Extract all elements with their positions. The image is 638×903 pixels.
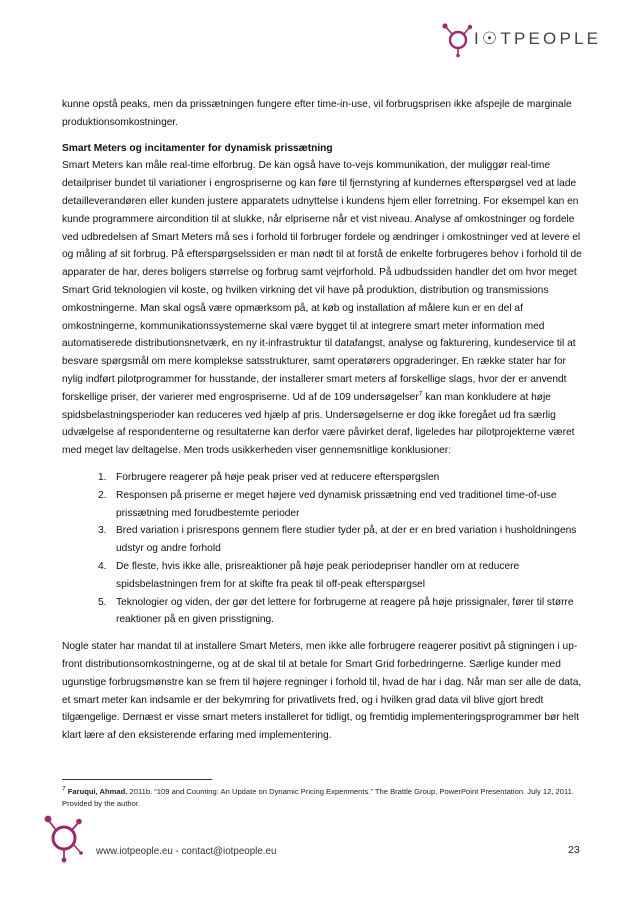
list-item-text: Forbrugere reagerer på høje peak priser ved at reducere efterspørgslen	[116, 471, 440, 483]
list-item-number: 2.	[98, 489, 107, 501]
iot-network-logo-icon	[440, 18, 476, 58]
paragraph-text-part-1: Smart Meters kan måle real-time elforbrug. De kan også have to-vejs kommunikation, der muliggør real-time detailpriser bundet til variationer i engrospriserne og kan føre til fjernstyring af kundernes efterspørgsel ved at lade detailleverandøren eller kunden justere apparatets udnyttelse i kundens hjem eller forretning. For eksempel kan en kunde programmere aircondition til at slukke, når elpriserne når et vist niveau. Analyse af omkostninger og fordele ved udbredelsen af Smart Meters må ses i forhold til forbruger fordele og ændringer i omkostninger ved at levere el og måling af sit forbrug. På efterspørgselssiden er man nødt til at forstå de enkelte forbrugeres behov i forhold til de apparater de har, deres boligers størrelse og forbrug samt vejrforhold. På udbudssiden handler det om hvor meget Smart Grid teknologien vil koste, og hvilken virkning det vil have på produktion, distribution og transmissions omkostningerne. Man skal også være opmærksom på, at køb og installation af målere kun er en del af omkostningerne, kommunikationssystemerne skal være bygget til at integrere smart meter information med automatiserede distributionsnetværk, en ny it-infrastruktur til datafangst, analyse og fakturering, kundeservice til at besvare spørgsmål om mere komplekse satsstrukturer, samt operatørers opgraderinger. En række stater har for nylig indført pilotprogrammer for husstande, der installerer smart meters af forskellige slags, hvor der er anvendt forskellige priser, der varierer med engrospriserne. Ud af de 109 undersøgelser	[62, 160, 582, 403]
list-item	[98, 594, 582, 630]
list-item	[98, 487, 582, 523]
footnote-reference[interactable]: 7	[418, 390, 423, 398]
list-item-text: Bred variation i prisrespons gennem flere studier tyder på, at der er en bred variation i husholdningens udstyr og andre forhold	[116, 525, 577, 555]
page-number: 23	[568, 844, 580, 856]
footnote-number: 7	[62, 785, 66, 793]
list-item-number: 5.	[98, 596, 107, 608]
footnote	[62, 786, 582, 810]
list-item-number: 1.	[98, 471, 107, 483]
iot-network-logo-icon	[44, 812, 84, 864]
list-item	[98, 469, 582, 487]
list-item	[98, 558, 582, 594]
list-item-text: Responsen på priserne er meget højere ved dynamisk prissætning end ved traditionel time-of-use prissætning med forudbestemte perioder	[116, 489, 557, 519]
footnote-text: 2011b. “109 and Counting: An Update on Dynamic Pricing Experiments.” The Brattle Group, PowerPoint Presentation. July 12, 2011. Provided by the author.	[62, 787, 574, 808]
section-heading: Smart Meters og incitamenter for dynamisk prissætning	[62, 142, 333, 154]
list-item-number: 3.	[98, 525, 107, 537]
findings-list	[62, 469, 582, 629]
footer-contact-links[interactable]: www.iotpeople.eu - contact@iotpeople.eu	[96, 846, 277, 857]
list-item	[98, 522, 582, 558]
list-item-number: 4.	[98, 560, 107, 572]
logo-wordmark: I☉TPEOPLE	[474, 29, 602, 48]
header-logo	[440, 18, 600, 58]
closing-paragraph: Nogle stater har mandat til at installere Smart Meters, men ikke alle forbrugere reagerer positivt på stigningen i up-front distributionsomkostningerne, og at de skal til at betale for Smart Grid forbedringerne. Særlige kunder med ugunstige forbrugsmønstre kan se frem til højere regninger i forhold til, hvad de har i dag. Når man ser alle de data, et smart meter kan indsamle er der bekymring for privatlivets fred, og i hvilken grad data vil blive gjort bredt tilgængelige. Dernæst er visse smart meters installeret for tidligt, og fremtidig implementeringsprogrammer bør helt klart lære af den eksisterende erfaring med implementering.	[62, 641, 582, 742]
footnote-author: Faruqui, Ahmad.	[67, 787, 128, 796]
footnote-divider	[62, 779, 212, 780]
paragraph-text-part-2: kan man konkludere at høje spidsbelastningsperioder kan reduceres ved hjælp af pris. Undersøgelserne er dog ikke foregået ud fra særlig udvælgelse af respondenterne og resultaterne kan derfor være påvirket deraf, ligeledes har pilotprojekterne været med meget lav deltagelse. Men trods usikkerheden viser gennemsnitlige konklusioner:	[62, 391, 575, 457]
document-body	[62, 96, 582, 745]
intro-paragraph: kunne opstå peaks, men da prissætningen fungere efter time-in-use, vil forbrugsprisen ikke afspejle de marginale produktionsomkostninger.	[62, 99, 572, 128]
list-item-text: De fleste, hvis ikke alle, prisreaktioner på høje peak periodepriser handler om at reducere spidsbelastningen frem for at skifte fra peak til off-peak efterspørgsel	[116, 560, 520, 590]
footer-logo	[44, 812, 84, 864]
smart-meters-paragraph	[62, 157, 582, 460]
list-item-text: Teknologier og viden, der gør det lettere for forbrugerne at reagere på høje prissignaler, fører til større reaktioner på en given prisstigning.	[116, 596, 574, 626]
